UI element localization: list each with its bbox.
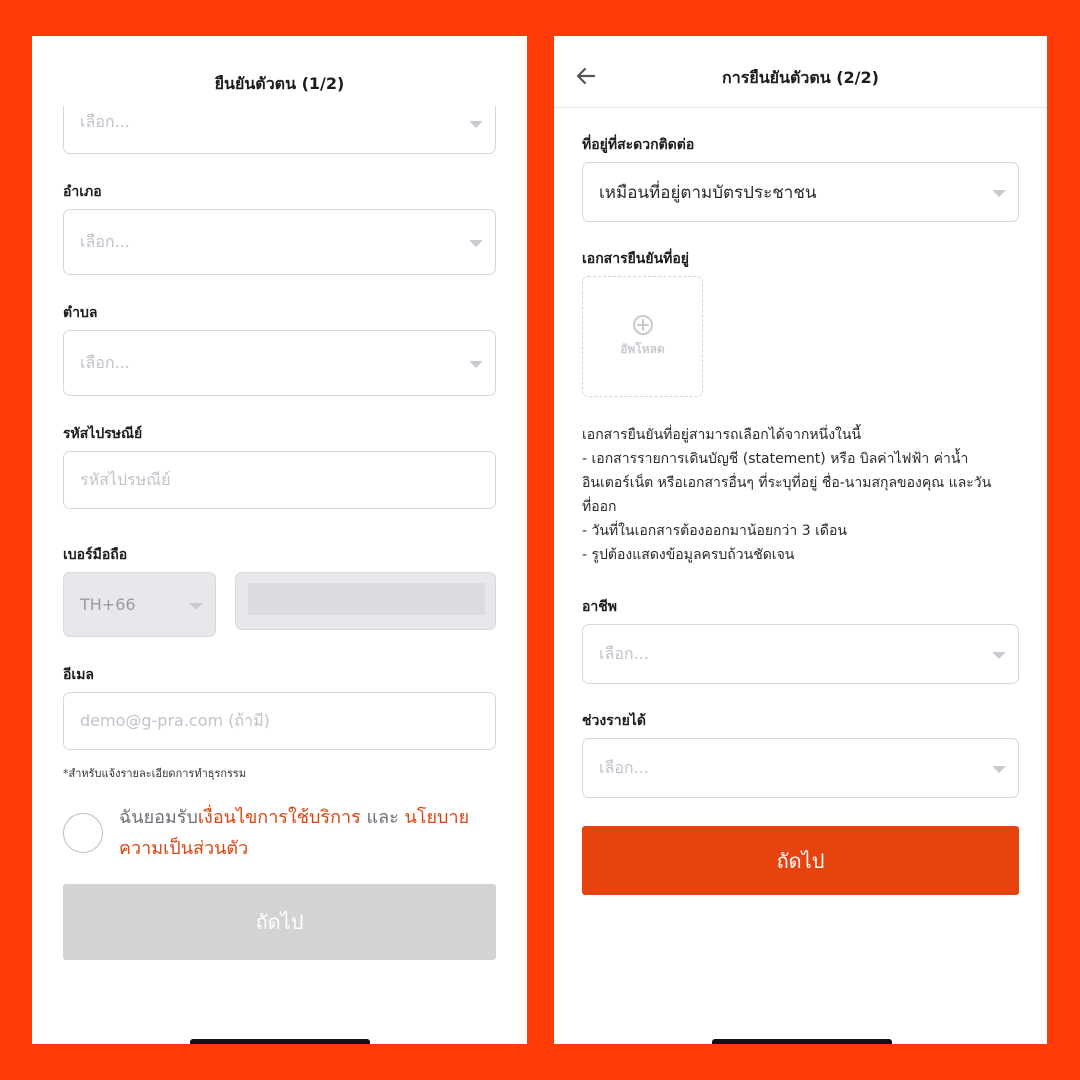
caret-down-icon <box>469 361 483 368</box>
subdistrict-placeholder: เลือก... <box>80 352 130 372</box>
postal-code-input[interactable] <box>63 451 496 509</box>
plus-circle-icon <box>632 314 654 336</box>
email-label: อีเมล <box>63 667 95 683</box>
upload-label: อัพโหลด <box>620 342 665 356</box>
caret-down-icon <box>469 240 483 247</box>
occupation-placeholder: เลือก... <box>599 643 649 663</box>
page-title: ยืนยันตัวตน (1/2) <box>214 74 345 93</box>
privacy-link-cont[interactable]: ความเป็นส่วนตัว <box>119 838 249 859</box>
privacy-link[interactable]: นโยบาย <box>404 807 470 828</box>
identity-step1-screen <box>32 36 527 1044</box>
income-select[interactable] <box>582 738 1019 798</box>
phone-number-input <box>235 572 496 630</box>
caret-down-icon <box>469 121 483 128</box>
info-line: เอกสารยืนยันที่อยู่สามารถเลือกได้จากหนึ่งในนี้ <box>582 427 862 443</box>
header-divider <box>554 107 1047 108</box>
postal-code-label: รหัสไปรษณีย์ <box>63 426 143 442</box>
district-label: อำเภอ <box>63 184 102 200</box>
caret-down-icon <box>992 652 1006 659</box>
caret-down-icon <box>992 190 1006 197</box>
info-line: - เอกสารรายการเดินบัญชี (statement) หรือ บิลค่าไฟฟ้า ค่าน้ำ <box>582 451 969 467</box>
district-placeholder: เลือก... <box>80 231 130 251</box>
identity-step2-screen <box>554 36 1047 1044</box>
info-line: ที่ออก <box>582 499 617 515</box>
occupation-label: อาชีพ <box>582 599 617 615</box>
province-placeholder: เลือก... <box>80 112 130 131</box>
consent-checkbox[interactable] <box>63 813 103 853</box>
upload-button[interactable] <box>582 276 703 397</box>
terms-link[interactable]: เงื่อนไขการใช้บริการ <box>197 807 361 828</box>
email-input[interactable] <box>63 692 496 750</box>
info-line: อินเตอร์เน็ต หรือเอกสารอื่นๆ ที่ระบุที่อยู่ ชื่อ-นามสกุลของคุณ และวัน <box>582 475 992 491</box>
postal-code-placeholder: รหัสไปรษณีย์ <box>80 469 171 489</box>
subdistrict-label: ตำบล <box>63 305 98 321</box>
contact-address-select[interactable] <box>582 162 1019 222</box>
caret-down-icon <box>189 603 203 610</box>
subdistrict-select[interactable] <box>63 330 496 396</box>
province-select[interactable] <box>63 106 496 154</box>
next-button[interactable]: ถัดไป <box>582 826 1019 895</box>
page-title: การยืนยันตัวตน (2/2) <box>722 68 879 87</box>
country-code-value: TH+66 <box>80 595 136 614</box>
occupation-select[interactable] <box>582 624 1019 684</box>
consent-conjunction: และ <box>360 807 405 828</box>
country-code-select <box>63 572 216 637</box>
district-select[interactable] <box>63 209 496 275</box>
info-line: - รูปต้องแสดงข้อมูลครบถ้วนชัดเจน <box>582 547 795 563</box>
contact-address-label: ที่อยู่ที่สะดวกติดต่อ <box>582 137 695 153</box>
phone-number-mask <box>248 583 485 615</box>
home-indicator <box>190 1039 370 1044</box>
contact-address-value: เหมือนที่อยู่ตามบัตรประชาชน <box>599 182 817 203</box>
income-label: ช่วงรายได้ <box>582 713 646 729</box>
info-line: - วันที่ในเอกสารต้องออกมาน้อยกว่า 3 เดือน <box>582 523 847 539</box>
consent-text <box>119 802 499 864</box>
consent-prefix: ฉันยอมรับ <box>119 807 198 828</box>
email-placeholder: demo@g-pra.com (ถ้ามี) <box>80 710 270 730</box>
home-indicator <box>712 1039 892 1044</box>
email-note: *สำหรับแจ้งรายละเอียดการทำธุรกรรม <box>63 767 247 780</box>
address-doc-info <box>582 423 1027 567</box>
caret-down-icon <box>992 766 1006 773</box>
address-doc-label: เอกสารยืนยันที่อยู่ <box>582 251 689 267</box>
next-button-disabled[interactable]: ถัดไป <box>63 884 496 960</box>
income-placeholder: เลือก... <box>599 757 649 777</box>
phone-label: เบอร์มือถือ <box>63 547 128 563</box>
